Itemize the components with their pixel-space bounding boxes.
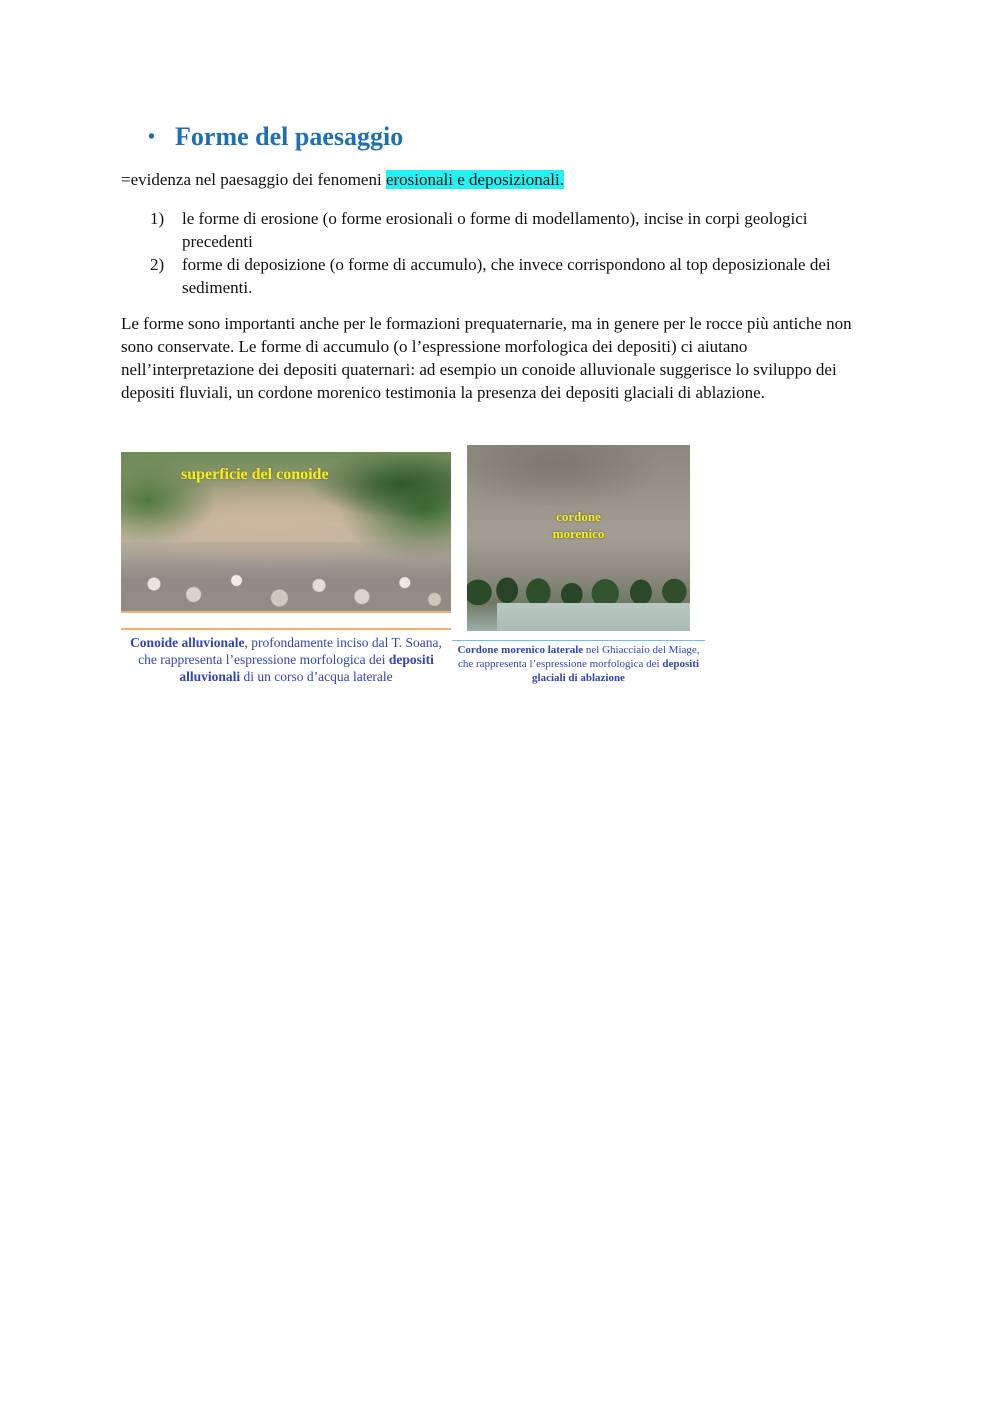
- caption-bold: depositi alluvionali: [179, 652, 434, 684]
- numbered-list: [150, 207, 870, 299]
- list-item-text: forme di deposizione (o forme di accumulo), che invece corrispondono al top deposizionale dei sedimenti.: [182, 255, 831, 297]
- alluvial-fan-photo: [121, 452, 451, 612]
- divider: [452, 640, 705, 641]
- caption-text: nel Ghiacciaio del Miage, che rappresenta l’espressione morfologica dei: [457, 644, 700, 670]
- moraine-photo: [467, 445, 690, 631]
- intro-line: [121, 170, 564, 190]
- list-item: [150, 207, 870, 253]
- photo-lake: [497, 603, 690, 631]
- list-item: [150, 253, 870, 299]
- divider: [121, 628, 451, 630]
- divider: [121, 611, 451, 613]
- list-item-number: 1): [150, 209, 165, 228]
- caption-text: , profondamente inciso dal T. Soana, che rappresenta l’espressione morfologica dei: [138, 635, 442, 667]
- list-item-text: le forme di erosione (o forme erosionali o forme di modellamento), incise in corpi geologici precedenti: [182, 209, 808, 251]
- caption-bold: Conoide alluvionale: [130, 635, 245, 650]
- intro-prefix: =evidenza nel paesaggio dei fenomeni: [121, 170, 386, 189]
- section-heading: [148, 122, 403, 152]
- photo-trees: [467, 563, 690, 605]
- figure-caption: [452, 643, 705, 685]
- caption-text: di un corso d’acqua laterale: [240, 669, 393, 684]
- photo-label: [467, 508, 690, 542]
- list-item-number: 2): [150, 255, 165, 274]
- photo-rocks: [121, 542, 451, 612]
- photo-label-line: cordone: [556, 509, 601, 524]
- body-paragraph: Le forme sono importanti anche per le formazioni prequaternarie, ma in genere per le rocce più antiche non sono conservate. Le forme di accumulo (o l’espressione morfologica dei depositi) ci aiutano nell’interpretazione dei depositi quaternari: ad esempio un conoide alluvionale suggerisce lo sviluppo dei depositi fluviali, un cordone morenico testimonia la presenza dei depositi glaciali di ablazione.: [121, 314, 852, 402]
- photo-label: superficie del conoide: [181, 466, 329, 483]
- intro-highlight: erosionali e deposizionali.: [385, 170, 564, 189]
- photo-label-line: morenico: [552, 526, 605, 541]
- caption-bold: Cordone morenico laterale: [457, 644, 584, 656]
- bullet-icon: •: [148, 126, 156, 148]
- caption-bold: depositi glaciali di ablazione: [532, 658, 700, 684]
- heading-title: Forme del paesaggio: [175, 122, 404, 151]
- figure-caption: [121, 634, 451, 685]
